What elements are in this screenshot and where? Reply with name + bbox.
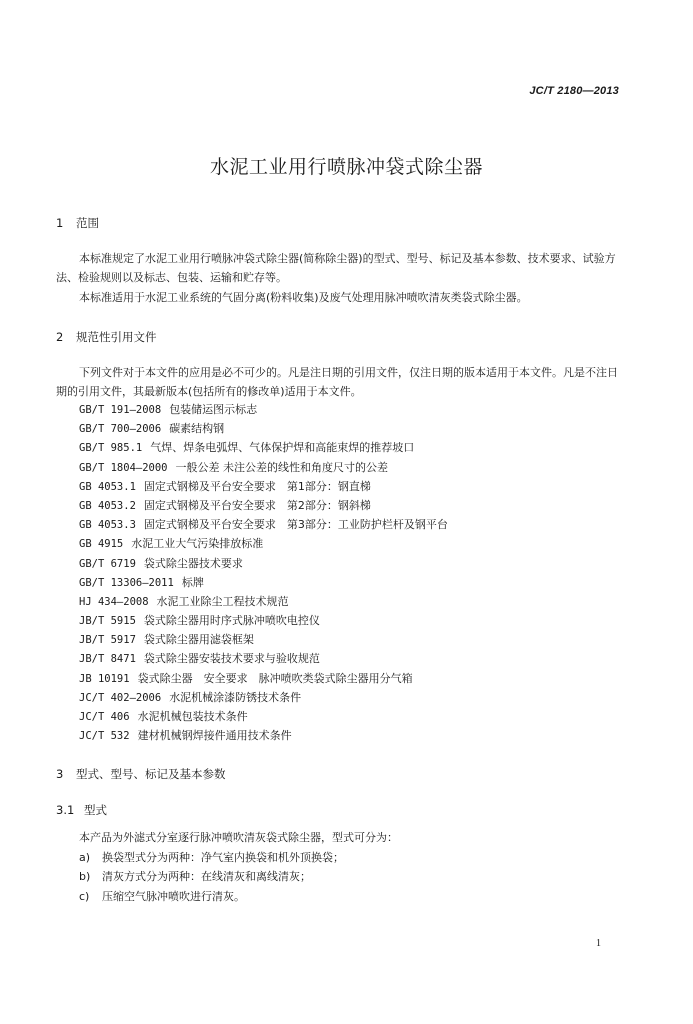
reference-item — [79, 477, 448, 496]
list-text: 换袋型式分为两种：净气室内换袋和机外顶换袋； — [102, 850, 344, 864]
section-2-heading — [56, 329, 157, 345]
type-list — [56, 828, 398, 906]
reference-code: GB 4915 — [79, 538, 124, 551]
page-number: 1 — [596, 938, 601, 949]
reference-item — [79, 515, 448, 534]
reference-item — [79, 554, 448, 573]
reference-code: JB/T 5917 — [79, 634, 136, 647]
section-number: 2 — [56, 330, 64, 344]
section-number: 3 — [56, 767, 64, 781]
reference-title: 袋式除尘器安装技术要求与验收规范 — [143, 652, 320, 666]
reference-title: 袋式除尘器用滤袋框架 — [143, 633, 254, 647]
reference-title: 袋式除尘器技术要求 — [143, 556, 243, 570]
reference-list — [79, 400, 448, 745]
section-title: 型式、型号、标记及基本参数 — [76, 767, 226, 781]
list-text: 清灰方式分为两种：在线清灰和离线清灰； — [102, 870, 311, 883]
section-title: 规范性引用文件 — [76, 330, 157, 344]
document-title: 水泥工业用行喷脉冲袋式除尘器 — [209, 156, 483, 178]
reference-item — [79, 419, 448, 438]
section-number: 3.1 — [56, 803, 75, 817]
reference-code: JC/T 532 — [79, 730, 130, 743]
reference-item — [79, 592, 448, 611]
reference-code: GB 4053.3 — [79, 519, 136, 532]
reference-code: GB/T 6719 — [79, 557, 136, 570]
reference-title: 固定式钢梯及平台安全要求 第3部分：工业防护栏杆及钢平台 — [143, 518, 448, 532]
list-marker: c) — [79, 889, 90, 903]
list-text: 压缩空气脉冲喷吹进行清灰。 — [102, 889, 245, 903]
reference-item — [79, 438, 448, 457]
reference-title: 水泥工业大气污染排放标准 — [131, 537, 264, 551]
reference-title: 固定式钢梯及平台安全要求 第1部分：钢直梯 — [143, 479, 371, 493]
list-item — [56, 887, 398, 907]
reference-title: 一般公差 未注公差的线性和角度尺寸的公差 — [175, 460, 389, 474]
scope-paragraph-2: 本标准适用于水泥工业系统的气固分离(粉料收集)及废气处理用脉冲喷吹清灰类袋式除尘器。 — [79, 291, 528, 304]
section-1-heading — [56, 215, 99, 231]
reference-code: GB/T 191—2008 — [79, 404, 162, 416]
reference-title: 包装储运图示标志 — [169, 403, 258, 416]
reference-item — [79, 458, 448, 477]
reference-item — [79, 534, 448, 553]
reference-code: JB/T 5915 — [79, 615, 136, 628]
reference-title: 气焊、焊条电弧焊、气体保护焊和高能束焊的推荐坡口 — [150, 441, 415, 455]
reference-item — [79, 573, 448, 592]
reference-item — [79, 726, 448, 745]
reference-title: 袋式除尘器 安全要求 脉冲喷吹类袋式除尘器用分气箱 — [137, 671, 413, 685]
reference-code: JC/T 402—2006 — [79, 691, 162, 704]
reference-title: 碳素结构钢 — [169, 422, 225, 436]
reference-item — [79, 400, 448, 419]
reference-item — [79, 649, 448, 668]
reference-item — [79, 496, 448, 515]
section-title: 范围 — [76, 216, 99, 230]
reference-code: JB 10191 — [79, 672, 130, 685]
reference-item — [79, 669, 448, 688]
reference-title: 水泥机械涂漆防锈技术条件 — [169, 690, 302, 704]
list-marker: a) — [79, 850, 91, 864]
reference-item — [79, 688, 448, 707]
reference-code: GB 4053.2 — [79, 499, 136, 512]
reference-code: HJ 434—2008 — [79, 595, 149, 608]
list-marker: b) — [79, 870, 91, 883]
section-3-1-heading — [56, 802, 107, 818]
reference-title: 固定式钢梯及平台安全要求 第2部分：钢斜梯 — [143, 498, 371, 512]
reference-code: JC/T 406 — [79, 711, 130, 723]
list-item — [56, 867, 398, 887]
reference-item — [79, 707, 448, 726]
reference-code: JB/T 8471 — [79, 653, 136, 666]
reference-title: 水泥机械包装技术条件 — [137, 710, 248, 723]
section-3-heading — [56, 766, 226, 782]
reference-code: GB 4053.1 — [79, 480, 136, 493]
reference-code: GB/T 700—2006 — [79, 423, 162, 436]
references-intro: 下列文件对于本文件的应用是必不可少的。凡是注日期的引用文件，仅注日期的版本适用于本文件。凡是不注日期的引用文件，其最新版本(包括所有的修改单)适用于本文件。 — [56, 366, 618, 398]
scope-paragraph-1: 本标准规定了水泥工业用行喷脉冲袋式除尘器(简称除尘器)的型式、型号、标记及基本参数、技术要求、试验方法、检验规则以及标志、包装、运输和贮存等。 — [56, 252, 616, 284]
reference-title: 袋式除尘器用时序式脉冲喷吹电控仪 — [143, 614, 320, 628]
reference-code: GB/T 13306—2011 — [79, 576, 174, 589]
section-title: 型式 — [84, 803, 107, 817]
type-list-intro: 本产品为外滤式分室逐行脉冲喷吹清灰袋式除尘器，型式可分为： — [79, 831, 398, 844]
reference-item — [79, 611, 448, 630]
reference-title: 建材机械钢焊接件通用技术条件 — [137, 729, 292, 743]
list-item — [56, 848, 398, 868]
section-number: 1 — [56, 216, 64, 230]
reference-title: 标牌 — [181, 575, 204, 589]
reference-item — [79, 630, 448, 649]
reference-code: GB/T 985.1 — [79, 442, 143, 455]
standard-number: JC/T 2180—2013 — [529, 85, 619, 97]
reference-code: GB/T 1804—2000 — [79, 461, 168, 474]
reference-title: 水泥工业除尘工程技术规范 — [156, 594, 289, 608]
